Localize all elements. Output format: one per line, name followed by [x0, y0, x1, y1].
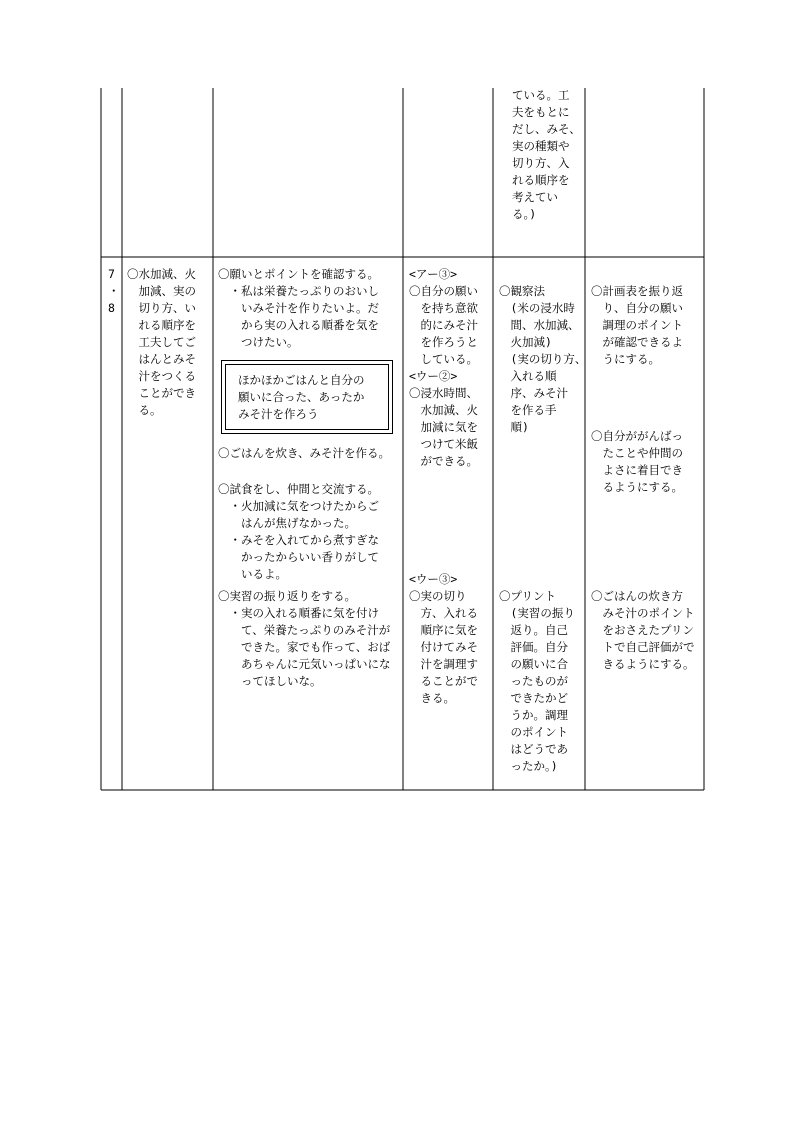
row2-activity-review: 〇実習の振り返りをする。 ・実の入れる順番に気を付け て、栄養たっぷりのみそ汁が できた。家でも作って、おば あちゃんに元気いっぱいにな ってほしいな。 — [218, 589, 391, 688]
row2-period: 7 ・ 8 — [108, 267, 120, 315]
row2-support-3: 〇ごはんの炊き方 みそ汁のポイント をおさえたプリン トで自己評価がで きるようにする。 — [591, 589, 695, 671]
row2-method-1: 〇観察法 (米の浸水時 間、水加減、 火加減) (実の切り方、 入れる順 序、みそ汁 を作る手 順) — [499, 284, 587, 434]
row2-activity-taste: 〇試食をし、仲間と交流する。 ・火加減に気をつけたからご はんが焦げなかった。 ・みそを入れてから煮すぎな かったからいい香りがして いるよ。 — [218, 482, 379, 581]
row2-support-2: 〇自分ががんばっ たことや仲間の よさに着目でき るようにする。 — [591, 429, 683, 494]
row2-aim: 〇水加減、火 加減、実の 切り方、い れる順序を 工夫してご はんとみそ 汁をつくる ことができ る。 — [127, 267, 196, 417]
activity-goal: ほかほかごはんと自分の 願いに合った、あったか みそ汁を作ろう — [238, 373, 365, 421]
row2-support-1: 〇計画表を振り返 り、自分の願い 調理のポイント が確認できるよ うにする。 — [591, 284, 683, 366]
row2-activity-intro: 〇願いとポイントを確認する。 ・私は栄養たっぷりのおいし いみそ汁を作りたいよ。だ から実の入れる順番を気を つけたい。 — [218, 267, 379, 349]
row2-method-2: 〇プリント (実習の振り 返り。自己 評価。自分 の願いに合 ったものが できたかど うか。調理 のポイント はどうであ ったか。) — [499, 589, 575, 773]
row2-activity-cook: 〇ごはんを炊き、みそ汁を作る。 — [218, 446, 391, 460]
row2-criteria-2: <ウー③> 〇実の切り 方、入れる 順序に気を 付けてみそ 汁を調理す ることがで きる。 — [409, 572, 478, 705]
row1-evaluation-method-cont: ている。工 夫をもとに だし、みそ、 実の種類や 切り方、入 れる順序を 考えてい る。) — [512, 88, 581, 221]
row2-criteria-1: <アー③> 〇自分の願い を持ち意欲 的にみそ汁 を作ろうと している。 <ウー②> 〇浸水時間、 水加減、火 加減に気を つけて米飯 ができる。 — [409, 267, 478, 468]
